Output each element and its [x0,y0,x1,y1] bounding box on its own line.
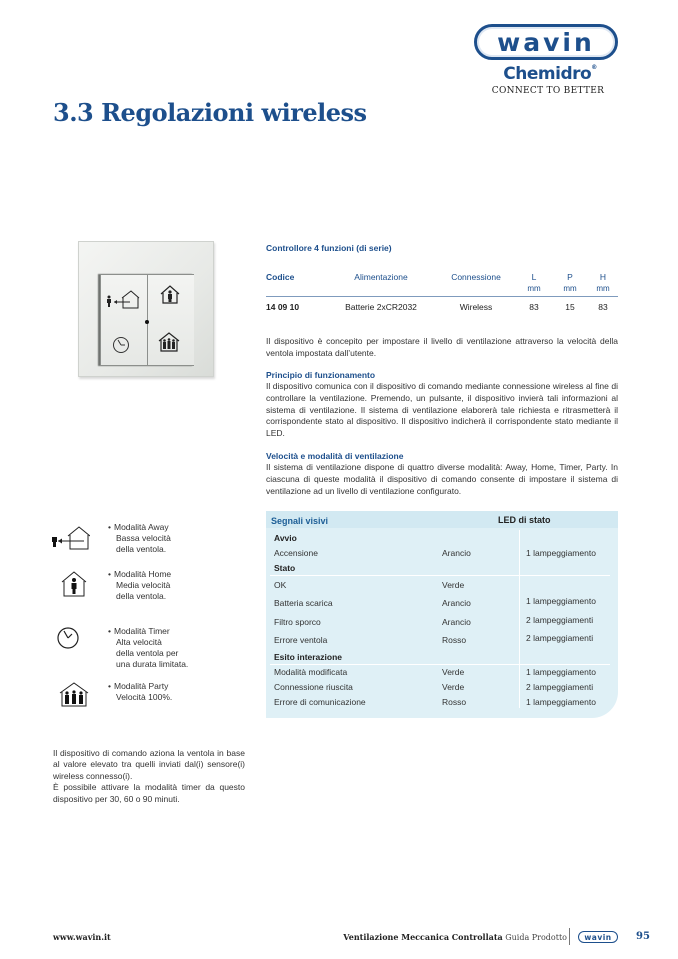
col-label: Alimentazione [354,272,408,282]
spec-header-row [266,272,618,297]
led-color-cell: Arancio [442,598,471,608]
led-color-cell: Rosso [442,635,467,645]
mode-title: • Modalità Home [108,569,171,580]
registered-mark: ® [591,64,597,71]
blink-cell: 1 lampeggiamento [526,548,596,558]
mode-line: della ventola per [116,648,179,658]
mode-line: della ventola. [116,591,167,601]
mode-description [108,681,172,703]
group-title: Esito interazione [274,652,343,662]
col-label: H [599,272,607,282]
spec-col-p [552,272,588,297]
led-color-cell: Verde [442,580,465,590]
doc-title: Ventilazione Meccanica Controllata [343,932,503,942]
led-color-cell: Arancio [442,548,471,558]
status-led [145,320,149,324]
blink-cell: 2 lampeggiamenti [526,633,594,643]
home-mode-icon [50,569,90,599]
spec-col-h [588,272,618,297]
signal-cell: Filtro sporco [274,617,321,627]
page-title: 3.3 Regolazioni wireless [53,98,367,127]
mode-description [108,569,171,602]
party-mode-icon [158,332,180,352]
mode-title: • Modalità Party [108,681,172,692]
party-mode-icon [50,681,90,711]
signal-cell: OK [274,580,287,590]
footer-wavin-logo: wavin [578,931,618,943]
note-paragraph: È possibile attivare la modalità timer da questo dispositivo per 30, 60 o 90 minuti. [53,782,245,804]
mode-title: • Modalità Away [108,522,171,533]
led-color-cell: Verde [442,682,465,692]
footer-divider [569,928,570,945]
away-mode-icon [50,522,90,552]
spec-code-cell: 14 09 10 [266,302,300,312]
blink-cell: 2 lampeggiamenti [526,615,594,625]
blink-cell: 2 lampeggiamenti [526,682,594,692]
blink-cell: 1 lampeggiamento [526,667,596,677]
mode-line: Velocità 100%. [116,692,173,702]
group-title: Stato [274,563,296,573]
spec-heading: Controllore 4 funzioni (di serie) [266,243,392,253]
mode-title: • Modalità Timer [108,626,188,637]
signal-cell: Accensione [274,548,318,558]
led-color-cell: Verde [442,667,465,677]
brand-logo [474,24,618,96]
led-table-header-signals: Segnali visivi [271,516,329,526]
timer-mode-icon [112,336,130,354]
blink-cell: 1 lampeggiamento [526,596,596,606]
blink-cell: 1 lampeggiamento [526,697,596,707]
col-label: P [567,272,573,282]
away-mode-icon [106,288,140,310]
page-number: 95 [636,931,650,942]
page-footer [0,926,678,948]
spec-power-cell: Batterie 2xCR2032 [345,302,417,312]
led-color-cell: Arancio [442,617,471,627]
mode-description [108,626,188,670]
col-unit: mm [527,284,541,293]
spec-col-l [516,272,552,297]
product-image [78,241,214,377]
col-unit: mm [563,284,577,293]
spec-table [266,272,618,312]
col-unit: mm [596,284,610,293]
footer-doc-title [343,932,567,942]
timer-mode-icon [50,626,90,656]
timer-note [53,748,245,805]
note-paragraph: Il dispositivo di comando aziona la ventola in base al valore elevato tra quelli inviati dal(i) sensore(i) wireless connesso(i). [53,748,245,781]
spec-col-code [266,272,326,297]
mode-line: della ventola. [116,544,167,554]
signal-cell: Errore ventola [274,635,328,645]
section-heading-speed: Velocità e modalità di ventilazione [266,451,404,461]
group-title: Avvio [274,533,297,543]
row-divider [270,575,610,576]
mode-description [108,522,171,555]
chemidro-logo [474,64,618,84]
signal-cell: Connessione riuscita [274,682,353,692]
section-heading-principle: Principio di funzionamento [266,370,376,380]
spec-l-cell: 83 [529,302,539,312]
signal-cell: Modalità modificata [274,667,348,677]
led-color-cell: Rosso [442,697,467,707]
spec-p-cell: 15 [565,302,575,312]
chemidro-text: Chemidro [503,64,592,84]
led-table-header-led: LED di stato [498,515,551,525]
spec-col-connection [436,272,516,297]
spec-connection-cell: Wireless [459,302,493,312]
doc-subtitle: Guida Prodotto [505,933,567,942]
footer-url[interactable]: www.wavin.it [53,932,111,942]
led-status-table [266,511,618,718]
column-divider [519,530,520,708]
section-text-speed: Il sistema di ventilazione dispone di quattro diverse modalità: Away, Home, Timer, Party. In ciascuna di queste modalità il dispositivo di comando consente di impostare il sistema di ventilazione ad un livello di ventilazione configurato. [266,462,618,496]
home-mode-icon [160,284,180,304]
spec-col-power [326,272,436,297]
device-keypad [100,274,194,366]
col-label: L [531,272,537,282]
col-label: Connessione [451,272,501,282]
brand-tagline: CONNECT TO BETTER [491,86,605,96]
mode-line: Media velocità [116,580,171,590]
table-row [266,297,618,313]
intro-paragraph: Il dispositivo è concepito per impostare il livello di ventilazione attraverso la velocità della ventola impostata dall’utente. [266,336,618,358]
signal-cell: Batteria scarica [274,598,333,608]
row-divider [270,664,610,665]
section-text-principle: Il dispositivo comunica con il dispositivo di comando mediante connessione wireless al fine di controllare la ventilazione. Premendo, un pulsante, il dispositivo invierà tali informazioni al sistema di ventilazione. Il sistema di ventilazione elaborerà tale richiesta e ritrasmetterà il corrispondente stato al dispositivo. Il dispositivo indicherà il corrispondente stato mediante il LED. [266,381,618,439]
mode-line: una durata limitata. [116,659,189,669]
spec-h-cell: 83 [598,302,608,312]
mode-line: Bassa velocità [116,533,171,543]
col-label: Codice [266,272,295,282]
wavin-logo: wavin [474,24,618,60]
mode-line: Alta velocità [116,637,162,647]
signal-cell: Errore di comunicazione [274,697,366,707]
